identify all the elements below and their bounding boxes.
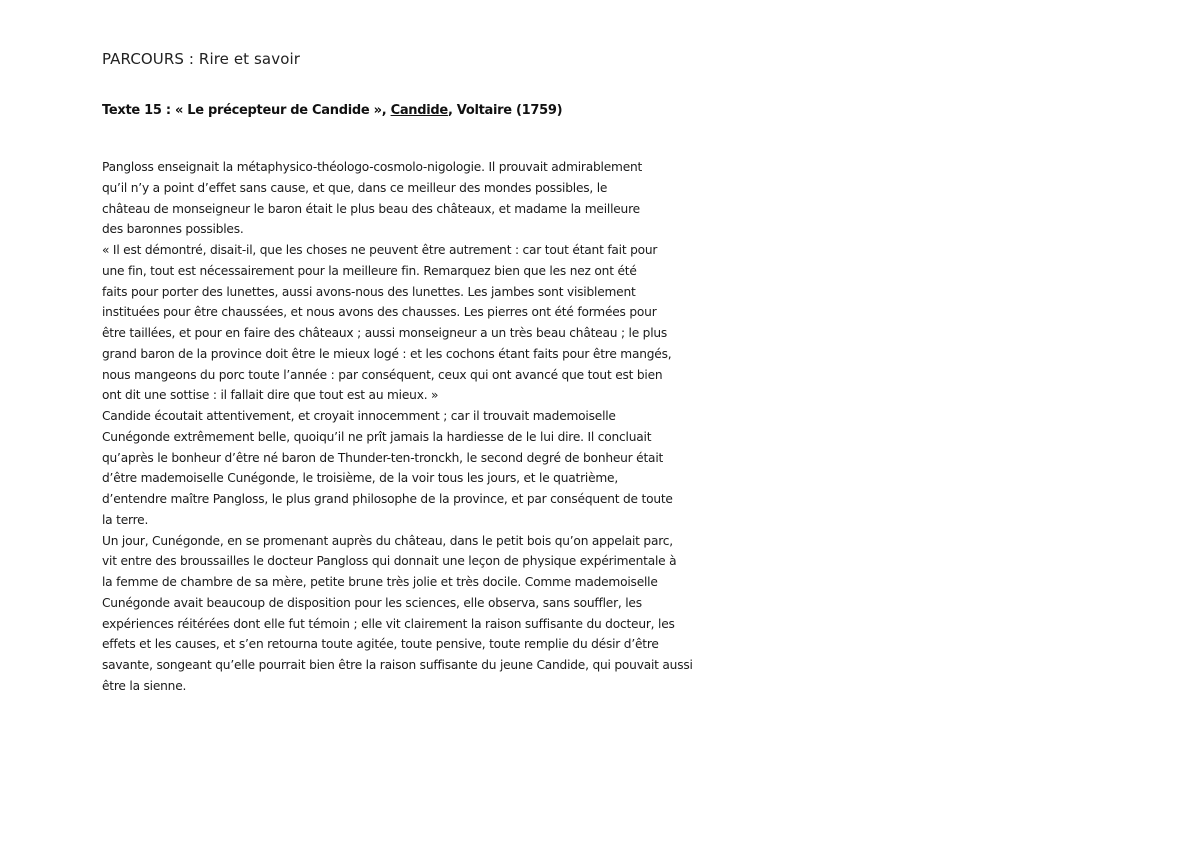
text-title: [102, 103, 562, 118]
excerpt-line: une fin, tout est nécessairement pour la meilleure fin. Remarquez bien que les nez ont été: [102, 263, 637, 278]
excerpt-line: qu’il n’y a point d’effet sans cause, et que, dans ce meilleur des mondes possibles, le: [102, 180, 608, 195]
title-book: Candide: [390, 103, 448, 118]
excerpt-line: château de monseigneur le baron était le plus beau des châteaux, et madame la meilleure: [102, 201, 640, 216]
excerpt-line: Pangloss enseignait la métaphysico-théologo-cosmolo-nigologie. Il prouvait admirablement: [102, 160, 643, 174]
excerpt-line: qu’après le bonheur d’être né baron de Thunder-ten-tronckh, le second degré de bonheur était: [102, 450, 664, 465]
excerpt-line: faits pour porter des lunettes, aussi avons-nous des lunettes. Les jambes sont visiblement: [102, 284, 636, 299]
excerpt-line: la terre.: [102, 512, 149, 527]
excerpt-line: d’être mademoiselle Cunégonde, le troisième, de la voir tous les jours, et le quatrième,: [102, 471, 619, 486]
excerpt-line: être taillées, et pour en faire des châteaux ; aussi monseigneur a un très beau château ; le plus: [102, 326, 668, 340]
excerpt-line: Candide écoutait attentivement, et croyait innocemment ; car il trouvait mademoiselle: [102, 409, 616, 423]
title-suffix: , Voltaire (1759): [447, 103, 563, 118]
excerpt-line: savante, songeant qu’elle pourrait bien être la raison suffisante du jeune Candide, qui pouvait aussi: [102, 658, 693, 672]
excerpt-body: [102, 157, 782, 697]
excerpt-line: d’entendre maître Pangloss, le plus grand philosophe de la province, et par conséquent de toute: [102, 492, 673, 506]
excerpt-line: « Il est démontré, disait-il, que les choses ne peuvent être autrement : car tout étant fait pour: [102, 243, 658, 257]
excerpt-line: être la sienne.: [102, 678, 187, 693]
excerpt-line: Cunégonde extrêmement belle, quoiqu’il ne prît jamais la hardiesse de le lui dire. Il concluait: [102, 429, 652, 444]
excerpt-line: grand baron de la province doit être le mieux logé : et les cochons étant faits pour être mangés,: [102, 346, 672, 361]
excerpt-line: la femme de chambre de sa mère, petite brune très jolie et très docile. Comme mademoiselle: [102, 575, 658, 589]
parcours-heading: PARCOURS : Rire et savoir: [102, 50, 301, 68]
excerpt-line: des baronnes possibles.: [102, 222, 244, 237]
excerpt-line: nous mangeons du porc toute l’année : par conséquent, ceux qui ont avancé que tout est bien: [102, 367, 663, 382]
excerpt-line: Cunégonde avait beaucoup de disposition pour les sciences, elle observa, sans souffler, les: [102, 595, 642, 610]
excerpt-line: Un jour, Cunégonde, en se promenant auprès du château, dans le petit bois qu’on appelait parc,: [102, 533, 673, 548]
excerpt-line: instituées pour être chaussées, et nous avons des chausses. Les pierres ont été formées pour: [102, 305, 657, 320]
excerpt-line: expériences réitérées dont elle fut témoin ; elle vit clairement la raison suffisante du docteur, les: [102, 616, 675, 631]
excerpt-line: effets et les causes, et s’en retourna toute agitée, toute pensive, toute remplie du désir d’être: [102, 637, 659, 652]
excerpt-line: ont dit une sottise : il fallait dire que tout est au mieux. »: [102, 388, 439, 403]
excerpt-line: vit entre des broussailles le docteur Pangloss qui donnait une leçon de physique expérimentale à: [102, 554, 677, 569]
title-prefix: Texte 15 : « Le précepteur de Candide »,: [102, 103, 391, 118]
